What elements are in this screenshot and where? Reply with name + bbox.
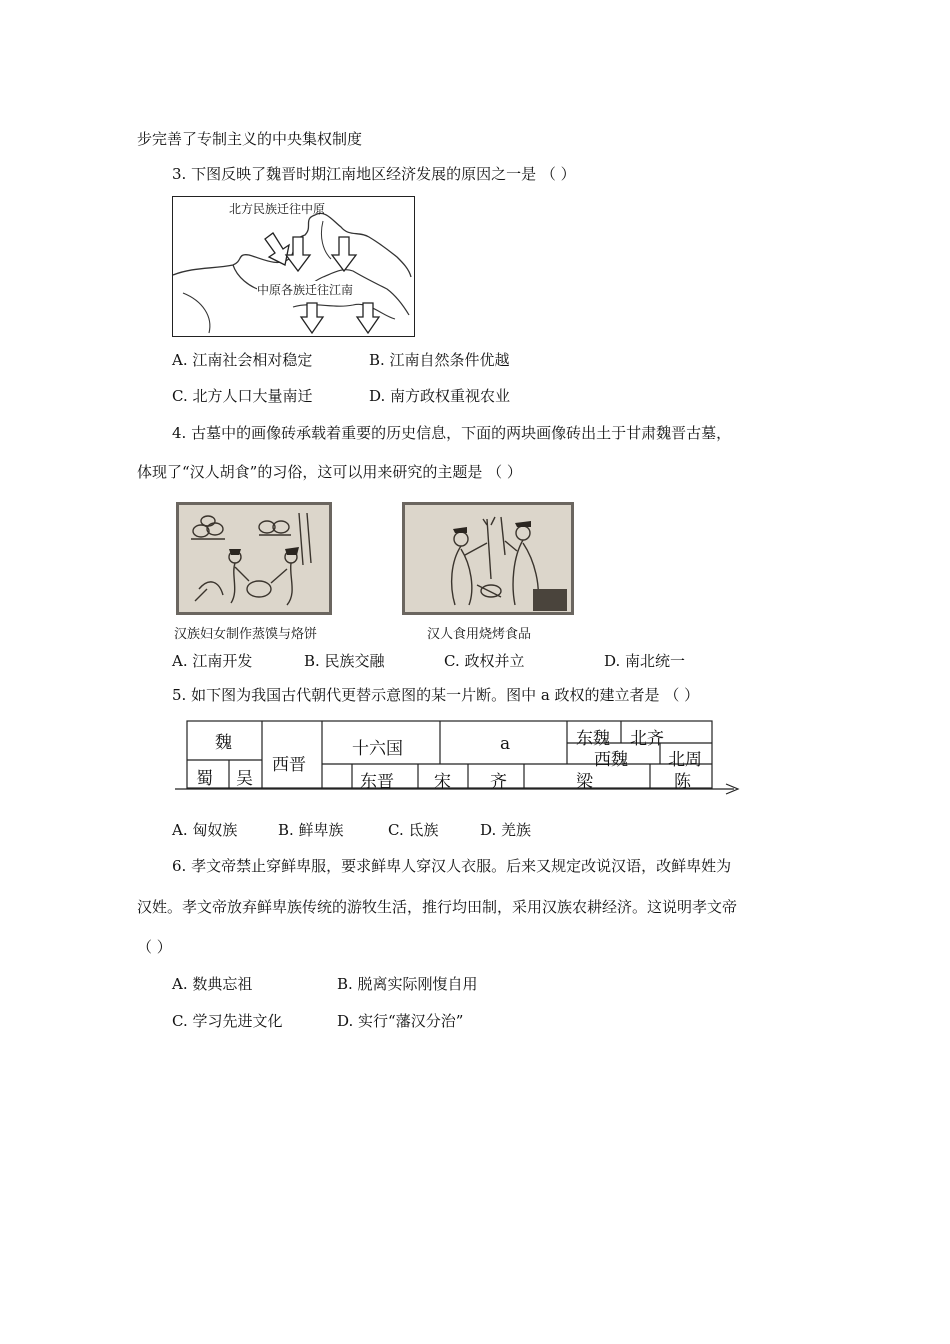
q6-stem-line2: 汉姓。孝文帝放弃鲜卑族传统的游牧生活，推行均田制，采用汉族农耕经济。这说明孝文帝: [137, 898, 738, 916]
q6-option-c: C. 学习先进文化: [172, 1012, 283, 1030]
q6-option-a: A. 数典忘祖: [172, 975, 253, 993]
q6-option-d: D. 实行“藩汉分治”: [337, 1012, 464, 1030]
q3-option-c: C. 北方人口大量南迁: [172, 387, 313, 405]
tl-song: 宋: [434, 772, 451, 792]
q3-option-b: B. 江南自然条件优越: [369, 351, 510, 369]
tl-qi: 齐: [490, 772, 507, 792]
q5-option-d: D. 羌族: [480, 821, 532, 839]
tl-wu: 吴: [236, 769, 253, 789]
q6-stem-line3: （ ）: [137, 938, 172, 956]
q4-stem-line1: 4. 古墓中的画像砖承载着重要的历史信息，下面的两块画像砖出土于甘肃魏晋古墓，: [172, 424, 732, 442]
tl-dongjin: 东晋: [360, 772, 394, 792]
q3-option-a: A. 江南社会相对稳定: [172, 351, 313, 369]
q3-option-d: D. 南方政权重视农业: [369, 387, 511, 405]
tl-wei: 魏: [215, 733, 232, 753]
q4-option-d: D. 南北统一: [604, 652, 686, 670]
q3-migration-map: [172, 196, 415, 337]
brick-painting-left: [176, 502, 332, 615]
tl-chen: 陈: [674, 772, 691, 792]
q6-option-b: B. 脱离实际刚愎自用: [337, 975, 478, 993]
tl-shu: 蜀: [196, 769, 213, 789]
q5-stem: 5. 如下图为我国古代朝代更替示意图的某一片断。图中 a 政权的建立者是 （ ）: [172, 686, 700, 704]
tl-liang: 梁: [576, 772, 593, 792]
tl-beiqi: 北齐: [630, 729, 664, 749]
q6-stem-line1: 6. 孝文帝禁止穿鲜卑服，要求鲜卑人穿汉人衣服。后来又规定改说汉语，改鲜卑姓为: [172, 857, 732, 875]
q3-stem: 3. 下图反映了魏晋时期江南地区经济发展的原因之一是 （ ）: [172, 165, 576, 183]
tl-xiwei: 西魏: [594, 750, 628, 770]
tl-xijin: 西晋: [272, 755, 306, 775]
q5-option-c: C. 氐族: [388, 821, 439, 839]
map-drawing: [173, 197, 413, 335]
map-label-bottom: 中原各族迁往江南: [257, 283, 354, 297]
tl-beizhou: 北周: [668, 750, 702, 770]
q4-option-c: C. 政权并立: [444, 652, 525, 670]
caption-left: 汉族妇女制作蒸馍与烙饼: [174, 627, 318, 642]
tl-a: a: [500, 734, 511, 754]
dynasty-timeline: [172, 716, 742, 796]
map-label-top: 北方民族迁往中原: [229, 202, 326, 216]
tl-dongwei: 东魏: [576, 729, 610, 749]
caption-right: 汉人食用烧烤食品: [427, 627, 532, 642]
q4-option-b: B. 民族交融: [304, 652, 385, 670]
q4-stem-line2: 体现了“汉人胡食”的习俗，这可以用来研究的主题是 （ ）: [137, 463, 522, 481]
q5-option-b: B. 鲜卑族: [278, 821, 344, 839]
brick-painting-right: [402, 502, 574, 615]
q4-option-a: A. 江南开发: [172, 652, 253, 670]
intro-line: 步完善了专制主义的中央集权制度: [137, 130, 363, 148]
q5-option-a: A. 匈奴族: [172, 821, 238, 839]
tl-shiliuguo: 十六国: [352, 739, 403, 759]
